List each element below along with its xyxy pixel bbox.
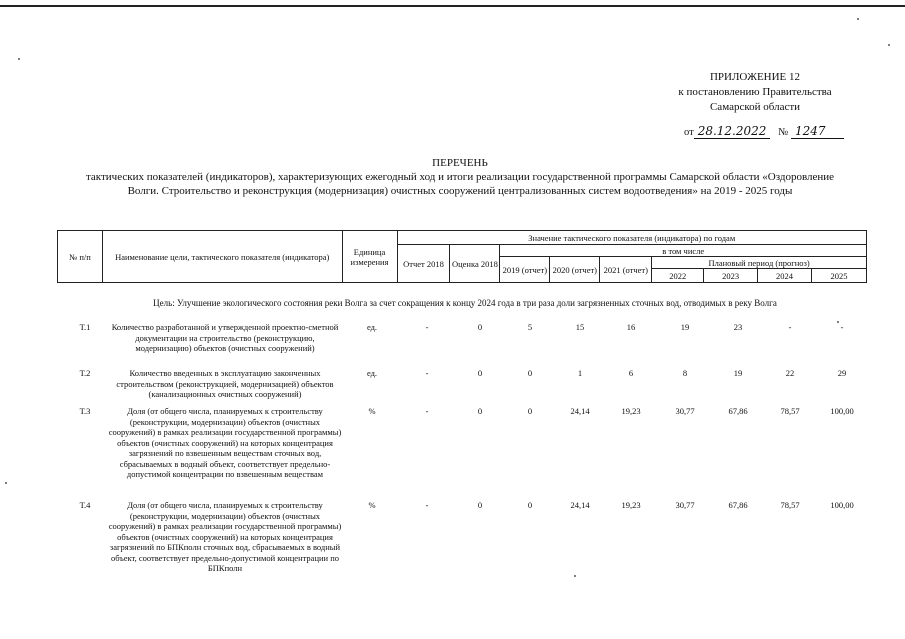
row-unit: % [368,406,376,416]
order-from-label: от [684,127,694,138]
goal-statement: Цель: Улучшение экологического состояния реки Волга за счет сокращения к концу 2024 года в три раза доли загрязненных сточных вод, отводимых в реку Волга [153,298,777,308]
scan-speck [857,18,859,20]
row-value: 29 [837,368,847,378]
appendix-title: ПРИЛОЖЕНИЕ 12 [709,71,801,83]
row-num: Т.3 [79,406,91,416]
row-value: - [425,368,429,378]
appendix-ref: к постановлению Правительства [678,86,832,98]
scan-speck [18,58,20,60]
row-unit: ед. [366,322,378,332]
header-plan-period: Плановый период (прогноз) [652,257,867,269]
row-value: 67,86 [728,406,748,416]
row-name: Доля (от общего числа, планируемых к строительству (реконструкции, модернизации) объектов (очистных сооружений) в рамках реализации государственной программы) объектов (очистных сооружений) на которых концентрация загрязнений по взвешенным веществам сточных вод, сбрасываемых в водный объект, соответствует предельно-допустимой концентрации по взвешенным веществам [108,406,342,479]
row-value: 100,00 [830,406,854,416]
header-values-group: Значение тактического показателя (индикатора) по годам [397,231,867,245]
row-value: 23 [733,322,743,332]
row-unit: % [368,500,376,510]
header-unit: Единица измерения [342,231,397,283]
row-value: 19 [680,322,690,332]
header-name: Наименование цели, тактического показателя (индикатора) [102,231,342,283]
row-value: - [788,322,792,332]
row-unit: ед. [366,368,378,378]
row-num: Т.2 [79,368,91,378]
row-value: 0 [477,406,483,416]
row-value: 78,57 [780,500,800,510]
row-name: Количество введенных в эксплуатацию законченных строительством (реконструкцией, модернизацией) объектов (канализационных очистных сооружений) [116,368,334,399]
row-value: 0 [477,322,483,332]
row-name: Доля (от общего числа, планируемых к строительству (реконструкции, модернизации) объектов (очистных сооружений) в рамках реализации государственной программы) объектов (очистных сооружений) на которых концентрация загрязнений по БПКполн сточных вод, сбрасываемых в водный объект, соответствует предельно-допустимой концентрации по БПКполн [108,500,342,573]
appendix-block [665,70,845,115]
document-heading: ПЕРЕЧЕНЬ [432,157,488,169]
row-value: 15 [575,322,585,332]
row-value: 6 [628,368,634,378]
scan-speck [888,44,890,46]
row-value: 0 [477,500,483,510]
row-num: Т.4 [79,500,91,510]
header-report-2018: Отчет 2018 [397,245,450,283]
row-value: 5 [527,322,533,332]
row-value: 78,57 [780,406,800,416]
header-2023: 2023 [704,269,758,283]
row-value: 24,14 [570,406,590,416]
row-value: 19,23 [621,406,641,416]
row-value: 24,14 [570,500,590,510]
row-value: - [425,500,429,510]
scan-speck [5,482,7,484]
row-value: 0 [527,500,533,510]
row-value: 30,77 [675,406,695,416]
order-date: 28.12.2022 [694,124,771,139]
appendix-region: Самарской области [709,101,801,113]
scan-speck [837,321,839,323]
document-title-line-2: Волги. Строительство и реконструкция (модернизация) очистных сооружений централизованных систем водоотведения» на 2019 - 2025 годы [127,185,793,197]
row-value: 100,00 [830,500,854,510]
header-2021: 2021 (отчет) [600,257,652,283]
row-value: 19,23 [621,500,641,510]
row-value: - [840,322,844,332]
row-value: 0 [527,406,533,416]
row-value: 8 [682,368,688,378]
header-2022: 2022 [652,269,704,283]
row-name: Количество разработанной и утвержденной проектно-сметной документации на строительство (реконструкцию, модернизацию) объектов (очистных сооружений) [111,322,339,353]
header-2019: 2019 (отчет) [500,257,550,283]
row-num: Т.1 [79,322,91,332]
row-value: 0 [527,368,533,378]
row-value: 30,77 [675,500,695,510]
row-value: 19 [733,368,743,378]
order-number: 1247 [791,124,844,139]
header-estimate-2018: Оценка 2018 [450,245,500,283]
document-title-line-1: тактических показателей (индикаторов), характеризующих ежегодный ход и итоги реализации государственной программы Самарской области «Оздоровление [85,171,835,183]
order-number-label: № [778,127,789,138]
row-value: - [425,322,429,332]
scan-speck [574,575,576,577]
scan-top-line [0,5,905,7]
order-reference [684,124,844,138]
header-2020: 2020 (отчет) [550,257,600,283]
header-num: № п/п [58,231,103,283]
indicator-table-header [57,230,867,283]
row-value: 1 [577,368,583,378]
header-including: в том числе [500,245,867,257]
row-value: 67,86 [728,500,748,510]
row-value: 22 [785,368,795,378]
row-value: - [425,406,429,416]
header-2024: 2024 [758,269,812,283]
row-value: 16 [626,322,636,332]
row-value: 0 [477,368,483,378]
header-2025: 2025 [812,269,867,283]
